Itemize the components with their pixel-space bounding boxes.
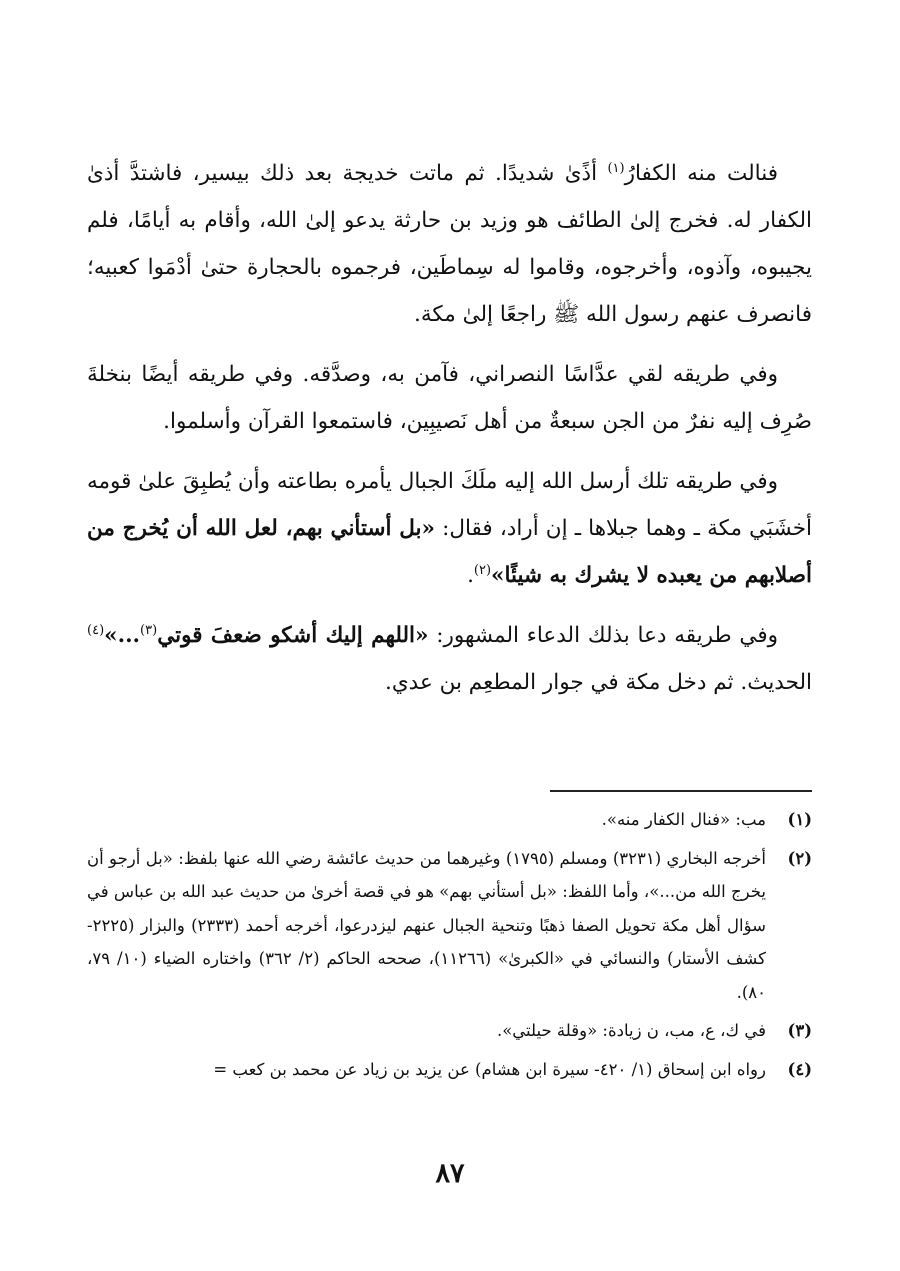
footnote-number: (٢) — [787, 848, 812, 868]
paragraph-text: وفي طريقه تلك أرسل الله إليه ملَكَ الجبال يأمره بطاعته وأن يُطبِقَ علىٰ قومه أخشَبَي مكة ـ وهما جبلاها ـ إن أراد، فقال: — [87, 469, 812, 541]
paragraph-text: أذًىٰ شديدًا. ثم ماتت خديجة بعد ذلك بيسير، فاشتدَّ أذىٰ الكفار له. فخرج إلىٰ الطائف هو وزيد بن حارثة يدعو إلىٰ الله، وأقام به أيامًا، فلم يجيبوه، وآذوه، وأخرجوه، وقاموا له سِماطَين، فرجموه بالحجارة حتىٰ أدْمَوا كعبيه؛ فانصرف عنهم رسول الله ﷺ راجعًا إلىٰ مكة. — [87, 161, 812, 327]
paragraph-text: وفي طريقه لقي عدَّاسًا النصراني، فآمن به، وصدَّقه. وفي طريقه أيضًا بنخلةَ صُرِف إليه نفرٌ من الجن سبعةٌ من أهل نَصيبِين، فاستمعوا القرآن وأسلموا. — [87, 362, 812, 434]
footnote-number: (١) — [787, 810, 812, 829]
footnote-text: أخرجه البخاري (٣٢٣١) ومسلم (١٧٩٥) وغيرهما من حديث عائشة رضي الله عنها بلفظ: «بل أرجو أن يخرج الله من...»، وأما اللفظ: «بل أستأني بهم» هو في قصة أخرىٰ من حديث عبد الله بن عباس في سؤال أهل مكة تحويل الصفا ذهبًا وتنحية الجبال عنهم ليزدرعوا، أخرجه أحمد (٢٣٣٣) والبزار (٢٢٢٥- كشف الأستار) والنسائي في «الكبرىٰ» (١١٢٦٦)، صححه الحاكم (٢/ ٣٦٢) واختاره الضياء (١٠/ ٧٩، ٨٠). — [87, 848, 766, 1002]
footnote-ref-4: (٤) — [87, 622, 105, 638]
hadith-quote: «بل أستأني بهم، لعل الله أن يُخرج من أصلابهم من يعبده لا يشرك به شيئًا» — [87, 516, 812, 588]
dua-quote-end: ...» — [104, 623, 141, 648]
paragraph-4 — [87, 612, 812, 706]
main-text — [87, 150, 812, 719]
footnote-number: (٣) — [787, 1021, 812, 1040]
footnote-2 — [87, 842, 812, 1010]
footnote-3 — [87, 1014, 812, 1048]
footnote-ref-3: (٣) — [140, 622, 158, 638]
paragraph-text: فنالت منه الكفارُ — [624, 161, 778, 186]
footnote-1 — [87, 803, 812, 837]
footnotes — [87, 803, 812, 1091]
footnote-number: (٤) — [787, 1059, 812, 1079]
page-number: ٨٧ — [435, 1158, 465, 1189]
footnote-text: رواه ابن إسحاق (١/ ٤٢٠- سيرة ابن هشام) عن يزيد بن زياد عن محمد بن كعب = — [213, 1059, 766, 1079]
footnote-text: في ك، ع، مب، ن زيادة: «وقلة حيلتي». — [496, 1021, 766, 1040]
footnote-4 — [87, 1053, 812, 1087]
footnote-text: مب: «فنال الكفار منه». — [601, 810, 766, 829]
dua-quote: «اللهم إليك أشكو ضعفَ قوتي — [157, 623, 429, 648]
paragraph-3 — [87, 458, 812, 599]
paragraph-1 — [87, 150, 812, 338]
footnote-separator — [550, 790, 812, 792]
paragraph-text: . — [467, 563, 474, 588]
paragraph-2 — [87, 351, 812, 445]
paragraph-text: وفي طريقه دعا بذلك الدعاء المشهور: — [428, 623, 778, 648]
footnote-ref-1: (١) — [607, 160, 625, 176]
footnote-ref-2: (٢) — [473, 562, 492, 578]
paragraph-text: الحديث. ثم دخل مكة في جوار المطعِم بن عدي. — [385, 670, 812, 695]
